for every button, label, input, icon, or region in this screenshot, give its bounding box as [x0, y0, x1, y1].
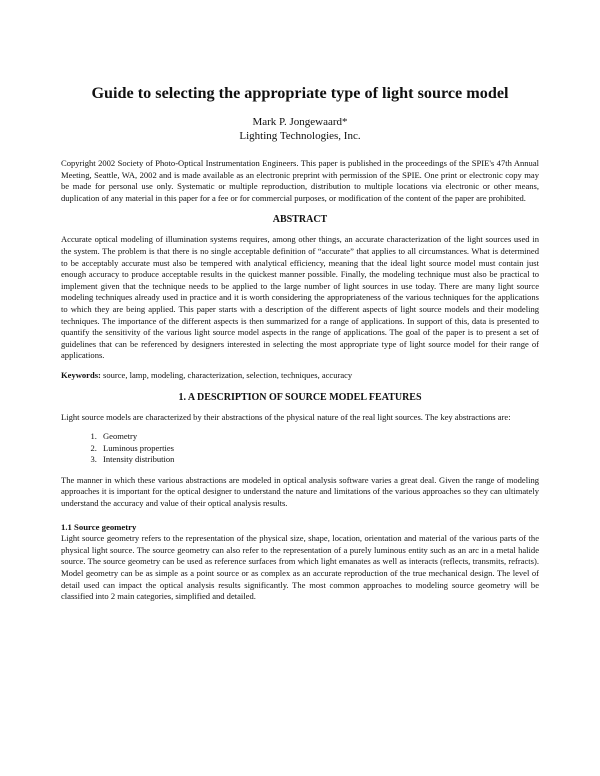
subsection-heading: 1.1 Source geometry [61, 521, 137, 532]
paper-title: Guide to selecting the appropriate type of light source model [91, 84, 509, 102]
section-1-paragraph: The manner in which these various abstractions are modeled in optical analysis software varies a great deal. Given the range of modeling approaches it is important for the optical designer to understand the nature and limitations of the various approaches so they can ultimately understand the accuracy and value of their optical analysis results. [61, 474, 539, 509]
keywords-label: Keywords: [61, 369, 101, 380]
keywords-text: source, lamp, modeling, characterization, selection, techniques, accuracy [103, 369, 353, 380]
keywords-line [61, 370, 539, 382]
abstraction-list [61, 431, 539, 466]
abstract-heading: ABSTRACT [272, 214, 328, 226]
list-item: 2. Luminous properties [99, 443, 539, 455]
abstract-text: Accurate optical modeling of illumination systems requires, among other things, an accurate characterization of the light sources used in the system. The problem is that there is no single acceptable definition of “accurate” that applies to all circumstances. What is determined to be acceptably accurate must also be tempered with analytical efficiency, meaning that the ideal light source model must contain just enough accuracy to produce acceptable results in the quickest manner possible. Finally, the modeling technique must also be practical to implement given that the technique needs to be applied to the large number of light sources in use today. There are many light source modeling techniques already used in practice and it is worth considering the appropriateness of the various techniques for the applications to which they are being applied. This paper starts with a description of the different aspects of light source models and their modeling techniques. The importance of the different aspects is then summarized for a range of applications. In support of this, data is presented to quantify the sensitivity of the various light source model aspects in the range of applications. The goal of the paper is to present a set of guidelines that can be referenced by designers interested in selecting the most appropriate type of light source model for their range of applications. [61, 234, 539, 361]
author-name: Mark P. Jongewaard* [252, 116, 348, 128]
subsection-paragraph: Light source geometry refers to the representation of the physical size, shape, location, orientation and material of the various parts of the physical light source. The source geometry can also refer to the representation of a purely luminous entity such as an arc in a metal halide source. The source geometry can be used as reference surfaces from which light emanates as well as interacts (reflects, transmits, refracts). Model geometry can be as simple as a point source or as complex as an accurate reproduction of the true mechanical design. The level of detail used can impact the optical analysis results significantly. The most common approaches to modeling source geometry will be classified into 2 main categories, simplified and detailed. [61, 533, 539, 602]
section-1-intro: Light source models are characterized by their abstractions of the physical nature of the real light sources. The key abstractions are: [61, 411, 511, 422]
paper-page [61, 84, 539, 603]
author-affiliation: Lighting Technologies, Inc. [239, 130, 361, 142]
copyright-notice: Copyright 2002 Society of Photo-Optical Instrumentation Engineers. This paper is published in the proceedings of the SPIE's 47th Annual Meeting, Seattle, WA, 2002 and is made available as an electronic preprint with permission of the SPIE. One print or electronic copy may be made for personal use only. Systematic or multiple reproduction, distribution to multiple locations via electronic or other means, duplication of any material in this paper for a fee or for commercial purposes, or modification of the content of the paper are prohibited. [61, 158, 539, 203]
list-item: 3. Intensity distribution [99, 454, 539, 466]
list-item: 1. Geometry [99, 431, 539, 443]
section-1-heading: 1. A DESCRIPTION OF SOURCE MODEL FEATURES [178, 391, 422, 403]
